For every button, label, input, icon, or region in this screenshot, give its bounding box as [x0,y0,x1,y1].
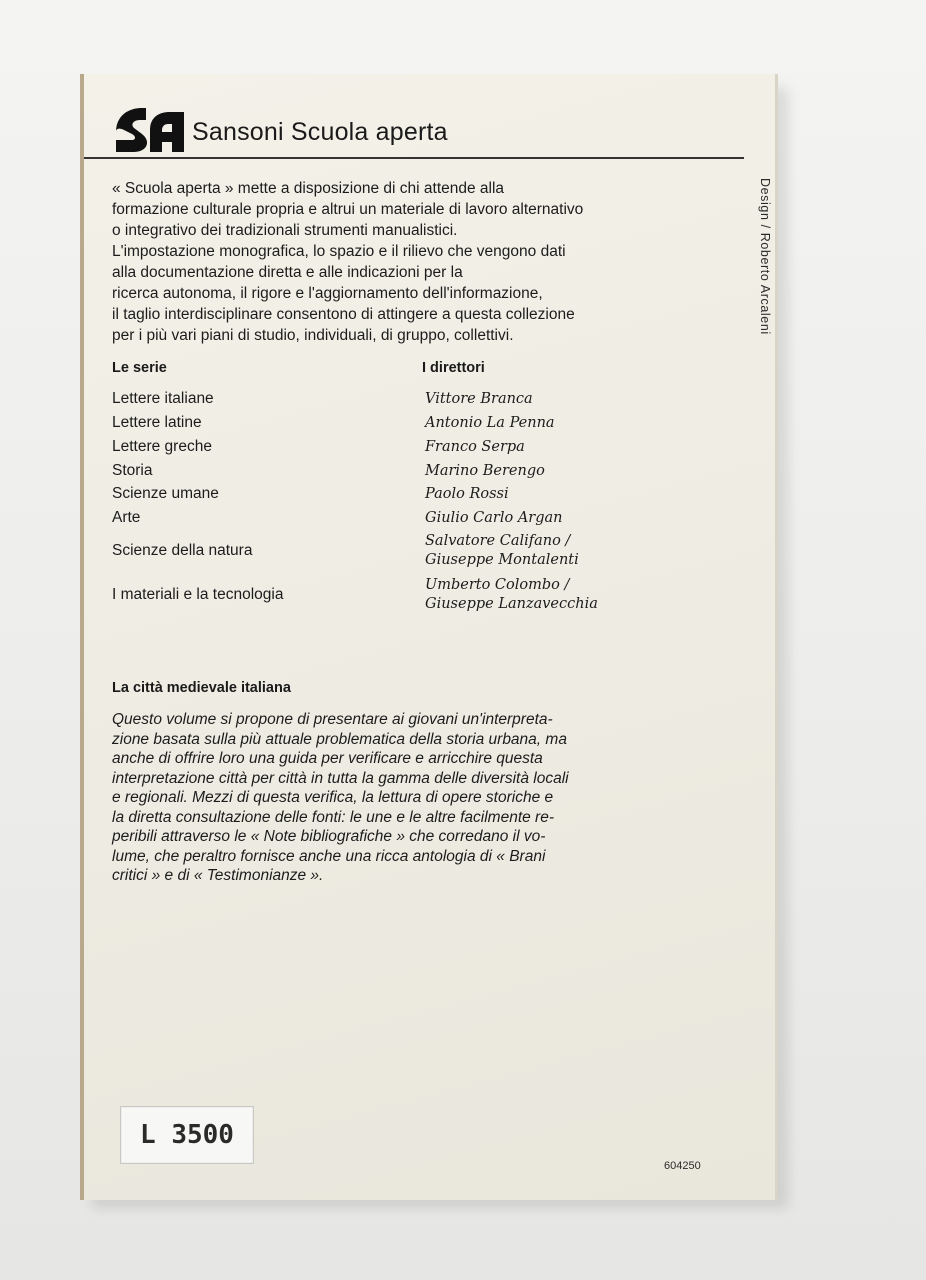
series-name: Scienze della natura [112,542,253,559]
director-name: Marino Berengo [425,463,545,479]
series-row [112,485,742,509]
sa-logo-icon [112,102,188,154]
price-sticker: L 3500 [120,1106,254,1164]
intro-line: alla documentazione diretta e alle indicazioni per la [112,264,463,281]
description-line: anche di offrire loro una guida per verificare e arricchire questa [112,750,543,767]
intro-line: « Scuola aperta » mette a disposizione di chi attende alla [112,180,505,197]
intro-line: il taglio interdisciplinare consentono di attingere a questa collezione [112,306,575,323]
director-name: Giuseppe Montalenti [425,552,579,568]
intro-line: ricerca autonoma, il rigore e l'aggiornamento dell'informazione, [112,285,543,302]
series-row [112,576,742,620]
series-name: Arte [112,509,141,526]
series-row [112,509,742,533]
description-line: lume, che peraltro fornisce anche una ricca antologia di « Brani [112,847,546,865]
director-name: Paolo Rossi [425,486,509,502]
intro-line: L'impostazione monografica, lo spazio e il rilievo che vengono dati [112,243,566,260]
intro-line: o integrativo dei tradizionali strumenti manualistici. [112,222,458,239]
description-line: Questo volume si propone di presentare ai giovani un'interpreta- [112,711,553,728]
series-row [112,390,742,414]
series-name: Lettere greche [112,438,212,455]
director-name: Vittore Branca [425,391,533,407]
directors-column-heading: I direttori [422,360,485,376]
description-line: la diretta consultazione delle fonti: le une e le altre facilmente re- [112,808,554,826]
volume-description [112,710,732,886]
director-name: Salvatore Califano / [425,533,571,549]
series-name: Lettere italiane [112,390,214,407]
director-name: Giuseppe Lanzavecchia [425,596,598,612]
intro-line: per i più vari piani di studio, individuali, di gruppo, collettivi. [112,327,514,344]
volume-title: La città medievale italiana [112,680,291,696]
description-line: interpretazione città per città in tutta la gamma delle diversità locali [112,769,569,787]
description-line: e regionali. Mezzi di questa verifica, la lettura di opere storiche e [112,789,554,806]
series-row [112,462,742,486]
director-name: Umberto Colombo / [425,577,570,593]
series-row [112,532,742,576]
series-column-heading: Le serie [112,360,167,376]
description-line: critici » e di « Testimonianze ». [112,867,324,884]
director-name: Antonio La Penna [425,415,555,431]
series-row [112,438,742,462]
book-edge [775,74,778,1200]
header-rule [84,157,744,159]
book-back-cover [80,74,778,1200]
series-name: I materiali e la tecnologia [112,586,284,603]
intro-line: formazione culturale propria e altrui un materiale di lavoro alternativo [112,201,584,218]
series-name: Storia [112,462,153,479]
director-name: Franco Serpa [425,439,525,455]
design-credit: Design / Roberto Arcaleni [758,178,772,335]
series-name: Scienze umane [112,485,219,502]
catalog-code: 604250 [664,1160,701,1172]
description-line: peribili attraverso le « Note bibliografiche » che corredano il vo- [112,828,546,845]
description-line: zione basata sulla più attuale problematica della storia urbana, ma [112,730,567,748]
intro-text [112,178,742,346]
series-title: Sansoni Scuola aperta [192,118,448,146]
director-name: Giulio Carlo Argan [425,510,563,526]
series-name: Lettere latine [112,414,202,431]
series-row [112,414,742,438]
